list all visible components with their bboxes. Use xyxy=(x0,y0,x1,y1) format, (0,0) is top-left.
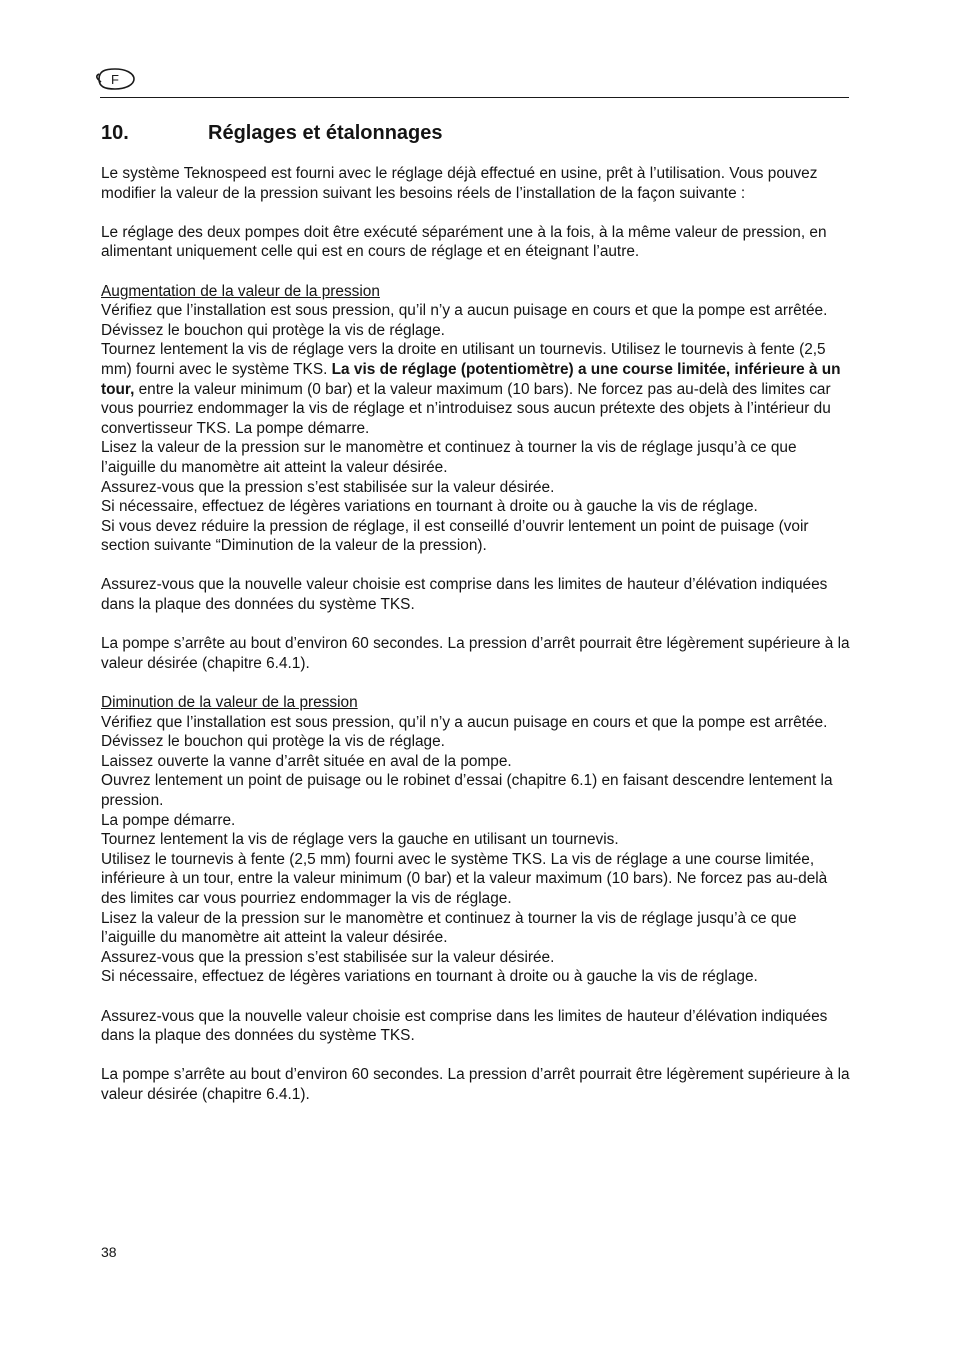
diminution-line: Tournez lentement la vis de réglage vers la gauche en utilisant un tournevis. xyxy=(101,831,619,849)
augmentation-line: Vérifiez que l’installation est sous pression, qu’il n’y a aucun puisage en cours et que la pompe est arrêtée. Dévissez le bouchon qui protège la vis de réglage. xyxy=(101,302,828,339)
section-number: 10. xyxy=(101,122,129,144)
augmentation-line: Assurez-vous que la pression s’est stabilisée sur la valeur désirée. xyxy=(101,478,555,496)
augmentation-stop-paragraph: La pompe s’arrête au bout d’environ 60 secondes. La pression d’arrêt pourrait être légèrement supérieure à la valeur désirée (chapitre 6.4.1). xyxy=(101,635,850,672)
diminution-line: Ouvrez lentement un point de puisage ou le robinet d’essai (chapitre 6.1) en faisant descendre lentement la pression. xyxy=(101,772,833,809)
diminution-stop-paragraph: La pompe s’arrête au bout d’environ 60 secondes. La pression d’arrêt pourrait être légèrement supérieure à la valeur désirée (chapitre 6.4.1). xyxy=(101,1066,850,1103)
paragraph-gap xyxy=(101,673,853,693)
diminution-line: La pompe démarre. xyxy=(101,811,236,829)
intro-paragraph: Le système Teknospeed est fourni avec le réglage déjà effectué en usine, prêt à l’utilisation. Vous pouvez modifier la valeur de la pression suivant les besoins réels de l’installation de la façon suivante : xyxy=(101,165,818,202)
augmentation-line: Lisez la valeur de la pression sur le manomètre et continuez à tourner la vis de réglage jusqu’à ce que l’aiguille du manomètre ait atteint la valeur désirée. xyxy=(101,439,797,476)
diminution-heading: Diminution de la valeur de la pression xyxy=(101,694,358,712)
language-badge-shape xyxy=(93,66,137,92)
diminution-line: Vérifiez que l’installation est sous pression, qu’il n’y a aucun puisage en cours et que la pompe est arrêtée. xyxy=(101,713,828,731)
intro-paragraph: Le réglage des deux pompes doit être exécuté séparément une à la fois, à la même valeur de pression, en alimentant uniquement celle qui est en cours de réglage et en éteignant l’autre. xyxy=(101,223,827,261)
augmentation-line: Si nécessaire, effectuez de légères variations en tournant à droite ou à gauche la vis de réglage. xyxy=(101,498,758,516)
augmentation-line xyxy=(101,340,853,438)
paragraph-gap xyxy=(101,203,853,223)
diminution-line: Laissez ouverte la vanne d’arrêt située en aval de la pompe. xyxy=(101,752,512,770)
page-number: 38 xyxy=(101,1244,117,1260)
paragraph-gap xyxy=(101,615,853,635)
augmentation-warning: La vis de réglage (potentiomètre) a une course limitée, inférieure à un tour, xyxy=(101,360,841,398)
section-title: Réglages et étalonnages xyxy=(208,122,443,144)
paragraph-gap xyxy=(101,1046,853,1066)
language-badge-icon xyxy=(93,66,137,92)
diminution-line: Dévissez le bouchon qui protège la vis de réglage. xyxy=(101,733,445,751)
paragraph-gap xyxy=(101,987,853,1007)
language-badge-letter: F xyxy=(111,72,119,87)
diminution-line: Si nécessaire, effectuez de légères variations en tournant à droite ou à gauche la vis de réglage. xyxy=(101,968,758,986)
augmentation-text: entre la valeur minimum (0 bar) et la valeur maximum (10 bars). Ne forcez pas au-delà des limites car vous pourriez endommager la vis de réglage et n’introduisez sous aucun prétexte des objets à l’intérieur du convertisseur TKS. La pompe démarre. xyxy=(101,380,831,437)
augmentation-heading: Augmentation de la valeur de la pression xyxy=(101,282,380,300)
diminution-check-paragraph: Assurez-vous que la nouvelle valeur choisie est comprise dans les limites de hauteur d’élévation indiquées dans la plaque des données du système TKS. xyxy=(101,1007,828,1045)
diminution-line: Lisez la valeur de la pression sur le manomètre et continuez à tourner la vis de réglage jusqu’à ce que l’aiguille du manomètre ait atteint la valeur désirée. xyxy=(101,909,797,947)
paragraph-gap xyxy=(101,556,853,576)
augmentation-line: Si vous devez réduire la pression de réglage, il est conseillé d’ouvrir lentement un point de puisage (voir section suivante “Diminution de la valeur de la pression). xyxy=(101,517,809,555)
augmentation-text: Tournez lentement la vis de réglage vers la droite en utilisant un tournevis. Utilisez le tournevis à fente (2,5 mm) fourni avec le système TKS. xyxy=(101,341,826,378)
diminution-line: Utilisez le tournevis à fente (2,5 mm) fourni avec le système TKS. La vis de réglage a une course limitée, inférieure à un tour, entre la valeur minimum (0 bar) et la valeur maximum (10 bars). Ne forcez pas au-delà des limites car vous pourriez endommager la vis de réglage. xyxy=(101,850,828,907)
paragraph-gap xyxy=(101,262,853,282)
section-heading xyxy=(101,120,443,146)
diminution-line: Assurez-vous que la pression s’est stabilisée sur la valeur désirée. xyxy=(101,948,555,966)
header-rule xyxy=(100,97,849,98)
document-body xyxy=(101,164,853,1105)
augmentation-check-paragraph: Assurez-vous que la nouvelle valeur choisie est comprise dans les limites de hauteur d’élévation indiquées dans la plaque des données du système TKS. xyxy=(101,576,828,614)
